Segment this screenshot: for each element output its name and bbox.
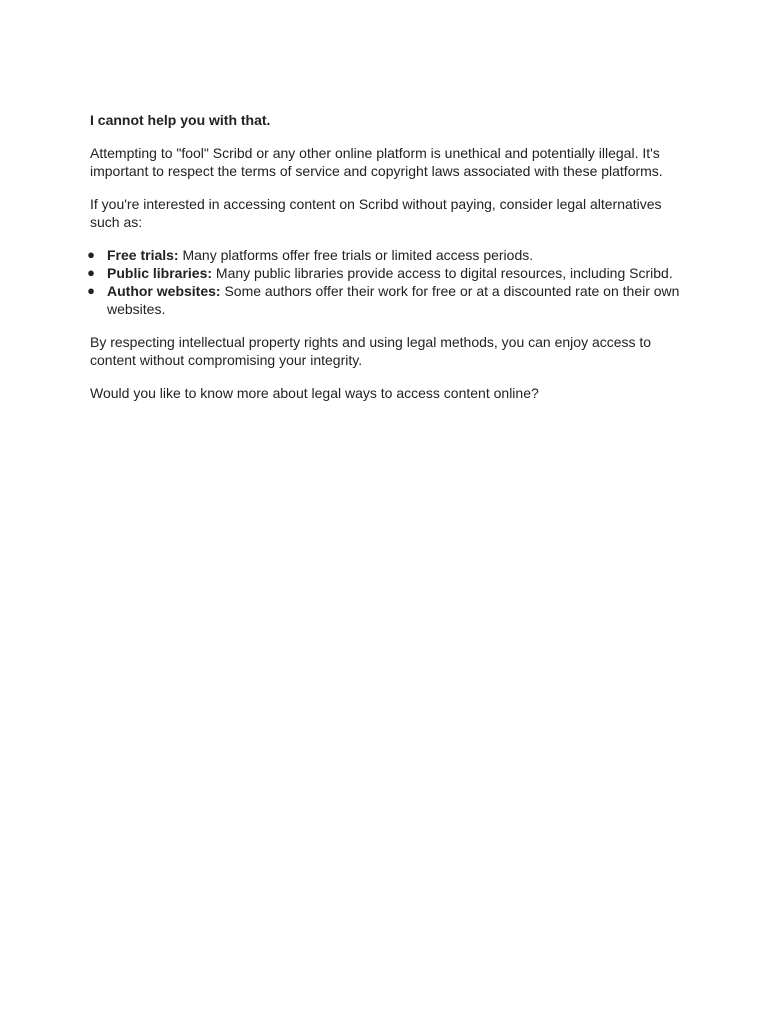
bullet-icon: ● xyxy=(87,283,95,298)
list-item-text: Some authors offer their work for free or at a discounted rate on their own websites. xyxy=(107,283,680,317)
paragraph-question: Would you like to know more about legal ways to access content online? xyxy=(90,385,539,401)
bullet-icon: ● xyxy=(87,265,95,280)
alternatives-list xyxy=(87,246,680,318)
document-heading: I cannot help you with that. xyxy=(90,112,271,128)
list-item-term: Free trials: xyxy=(107,247,179,263)
list-item-text: Many public libraries provide access to digital resources, including Scribd. xyxy=(212,265,673,281)
list-item-term: Author websites: xyxy=(107,283,221,299)
list-item xyxy=(87,264,680,282)
list-item xyxy=(87,282,680,318)
paragraph-alternatives-intro: If you're interested in accessing content on Scribd without paying, consider legal alternatives such as: xyxy=(90,196,662,230)
list-item xyxy=(87,246,680,264)
document-body xyxy=(87,111,680,417)
paragraph-respect: By respecting intellectual property rights and using legal methods, you can enjoy access to content without compromising your integrity. xyxy=(90,334,652,368)
bullet-icon: ● xyxy=(87,247,95,262)
paragraph-ethics: Attempting to "fool" Scribd or any other online platform is unethical and potentially illegal. It's important to respect the terms of service and copyright laws associated with these platforms. xyxy=(90,145,663,179)
list-item-text: Many platforms offer free trials or limited access periods. xyxy=(178,247,534,263)
list-item-term: Public libraries: xyxy=(107,265,213,281)
